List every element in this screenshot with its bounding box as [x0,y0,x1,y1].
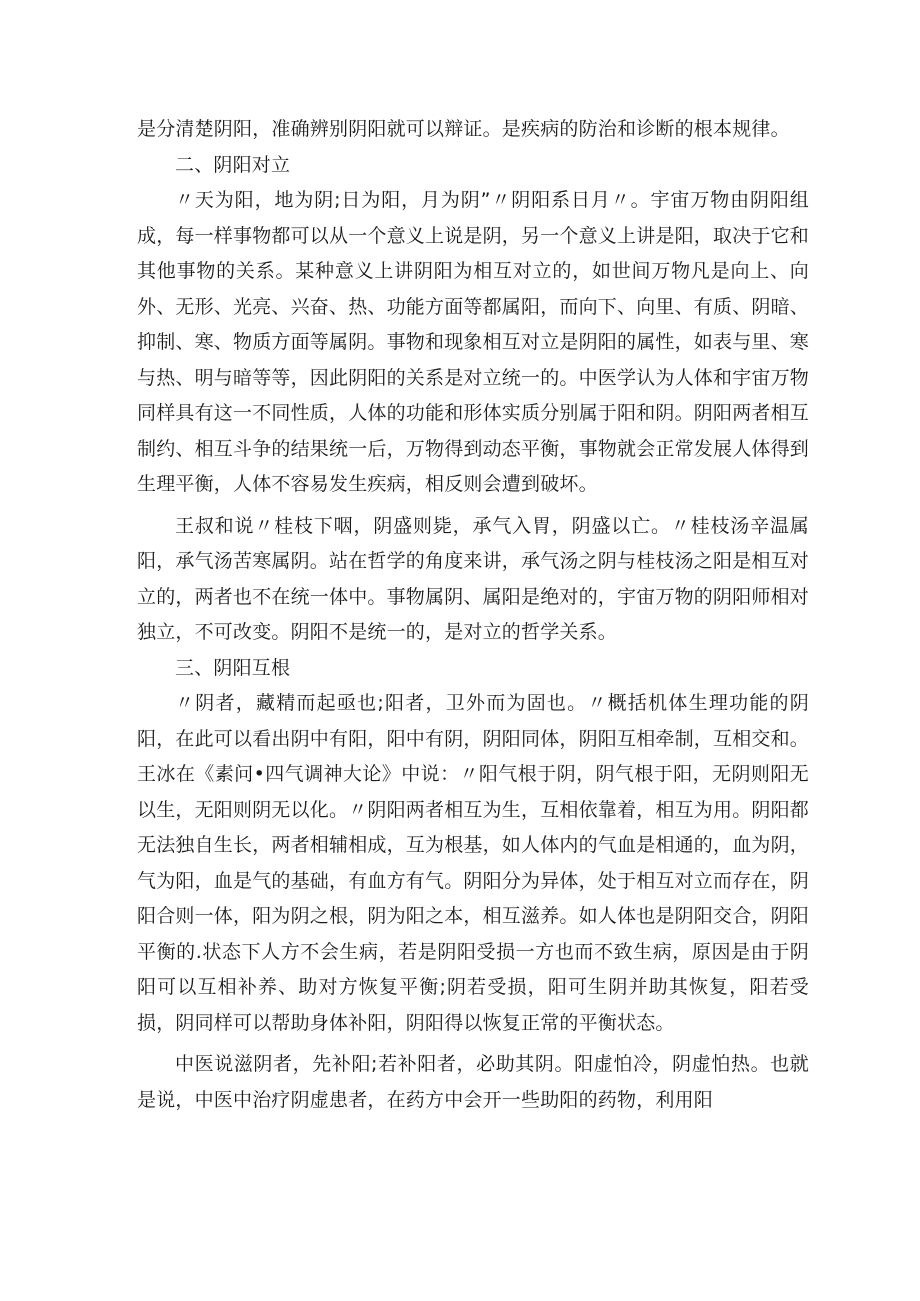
section-heading-interdependence: 三、阴阳互根 [175,656,291,679]
paragraph-nourish-yin: 中医说滋阴者，先补阳;若补阳者，必助其阴。阳虚怕冷，阴虚怕热。也就是说，中医中治疗阴虚患者，在药方中会开一些助阳的药物，利用阳 [137,1053,809,1111]
paragraph-opposition: 〃天为阳，地为阴;日为阳，月为阴”〃阴阳系日月〃。宇宙万物由阴阳组成，每一样事物都可以从一个意义上说是阴，另一个意义上讲是阳，取决于它和其他事物的关系。某种意义上讲阴阳为相互对立的，如世间万物凡是向上、向外、无形、光亮、兴奋、热、功能方面等都属阳，而向下、向里、有质、阴暗、抑制、寒、物质方面等属阴。事物和现象相互对立是阴阳的属性，如表与里、寒与热、明与暗等等，因此阴阳的关系是对立统一的。中医学认为人体和宇宙万物同样具有这一不同性质，人体的功能和形体实质分别属于阳和阴。阴阳两者相互制约、相互斗争的结果统一后，万物得到动态平衡，事物就会正常发展人体得到生理平衡，人体不容易发生疾病，相反则会遭到破坏。 [137,189,810,495]
paragraph-interdependence: 〃阴者，藏精而起亟也;阳者，卫外而为固也。〃概括机体生理功能的阴阳，在此可以看出阴中有阳，阳中有阴，阴阳同体，阴阳互相牵制，互相交和。王冰在《素问•四气调神大论》中说：〃阳气根于阴，阴气根于阳，无阴则阳无以生，无阳则阴无以化。〃阴阳两者相互为生，互相依靠着，相互为用。阴阳都无法独自生长，两者相辅相成，互为根基，如人体内的气血是相通的，血为阴，气为阳，血是气的基础，有血方有气。阴阳分为异体，处于相互对立而存在，阴阳合则一体，阳为阴之根，阴为阳之本，相互滋养。如人体也是阴阳交合，阴阳平衡的.状态下人方不会生病，若是阴阳受损一方也而不致生病，原因是由于阴阳可以互相补养、助对方恢复平衡;阴若受损，阳可生阴并助其恢复，阳若受损，阴同样可以帮助身体补阳，阴阳得以恢复正常的平衡状态。 [137,692,810,1034]
paragraph-wang-shuhe: 王叔和说〃桂枝下咽，阴盛则毙，承气入胃，阴盛以亡。〃桂枝汤辛温属阳，承气汤苦寒属阴。站在哲学的角度来讲，承气汤之阴与桂枝汤之阳是相互对立的，两者也不在统一体中。事物属阴、属阳是绝对的，宇宙万物的阴阳师相对独立，不可改变。阴阳不是统一的，是对立的哲学关系。 [137,514,810,643]
paragraph-intro: 是分清楚阴阳，准确辨别阴阳就可以辩证。是疾病的防治和诊断的根本规律。 [137,118,790,140]
document-page [137,112,809,1118]
section-heading-opposition: 二、阴阳对立 [175,153,291,176]
